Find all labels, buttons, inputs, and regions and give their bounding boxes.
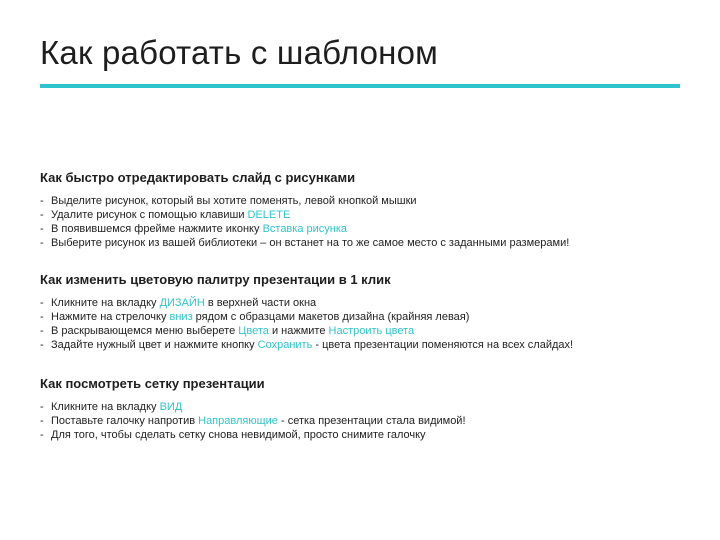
item-text: и нажмите xyxy=(268,325,329,337)
item-text: - сетка презентации стала видимой! xyxy=(277,415,466,427)
item-text: Выделите рисунок, который вы хотите поменять, левой кнопкой мышки xyxy=(51,195,417,207)
item-text: Выберите рисунок из вашей библиотеки – он встанет на то же самое место с заданными размерами! xyxy=(51,237,570,249)
highlight-customize-colors: Настроить цвета xyxy=(328,325,415,337)
item-text: Для того, чтобы сделать сетку снова невидимой, просто снимите галочку xyxy=(51,429,426,441)
item-text: В раскрывающемся меню выберете xyxy=(51,325,239,337)
list-item xyxy=(40,428,680,442)
section-heading: Как быстро отредактировать слайд с рисунками xyxy=(40,170,356,185)
item-text: рядом с образцами макетов дизайна (крайняя левая) xyxy=(192,311,470,323)
highlight-down: вниз xyxy=(169,311,193,323)
item-text: Кликните на вкладку xyxy=(51,401,160,413)
list-item xyxy=(40,400,680,414)
highlight-design: ДИЗАЙН xyxy=(159,297,205,309)
highlight-insert-picture: Вставка рисунка xyxy=(262,223,348,235)
title-underline xyxy=(40,84,680,88)
instruction-list xyxy=(40,296,680,352)
item-text: Кликните на вкладку xyxy=(51,297,160,309)
list-item xyxy=(40,236,680,250)
highlight-save: Сохранить xyxy=(257,339,313,351)
instruction-list xyxy=(40,194,680,250)
highlight-colors: Цвета xyxy=(238,325,269,337)
section-heading: Как изменить цветовую палитру презентации в 1 клик xyxy=(40,272,391,287)
list-item xyxy=(40,208,680,222)
slide-title: Как работать с шаблоном xyxy=(40,34,439,71)
instruction-list xyxy=(40,400,680,442)
highlight-guides: Направляющие xyxy=(198,415,278,427)
section-grid xyxy=(40,376,680,442)
item-text: Задайте нужный цвет и нажмите кнопку xyxy=(51,339,258,351)
list-item xyxy=(40,414,680,428)
item-text: В появившемся фрейме нажмите иконку xyxy=(51,223,263,235)
item-text: Поставьте галочку напротив xyxy=(51,415,199,427)
list-item xyxy=(40,338,680,352)
list-item xyxy=(40,222,680,236)
item-text: Нажмите на стрелочку xyxy=(51,311,170,323)
section-heading: Как посмотреть сетку презентации xyxy=(40,376,265,391)
list-item xyxy=(40,310,680,324)
list-item xyxy=(40,324,680,338)
item-text: - цвета презентации поменяются на всех слайдах! xyxy=(312,339,574,351)
item-text: Удалите рисунок с помощью клавиши xyxy=(51,209,248,221)
list-item xyxy=(40,296,680,310)
item-text: в верхней части окна xyxy=(204,297,317,309)
section-edit-pictures xyxy=(40,170,680,250)
highlight-view: ВИД xyxy=(159,401,183,413)
highlight-delete: DELETE xyxy=(247,209,291,221)
section-color-palette xyxy=(40,272,680,352)
list-item xyxy=(40,194,680,208)
